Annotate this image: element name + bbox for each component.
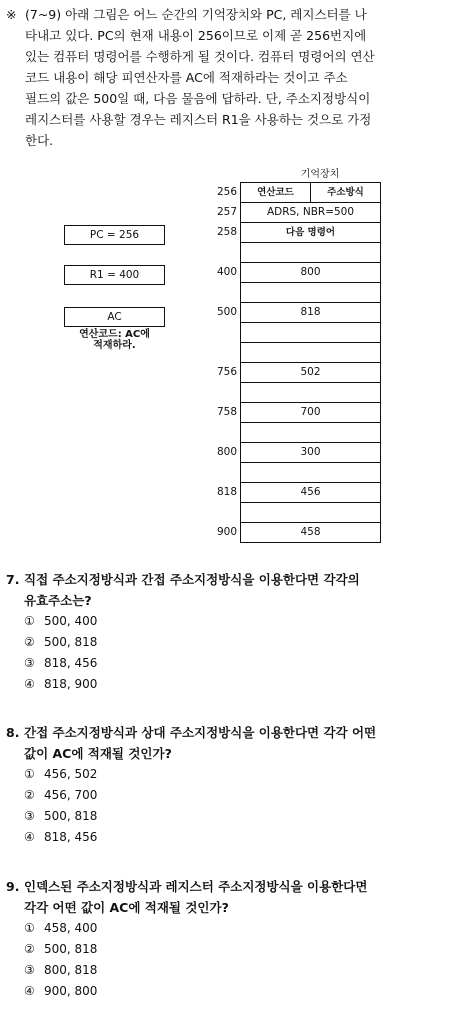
memory-address: 800 xyxy=(216,446,237,458)
memory-row-900 xyxy=(216,522,381,543)
intro-line: 레지스터를 사용할 경우는 레지스터 R1을 사용하는 것으로 가정 xyxy=(25,112,372,127)
memory-value: 456 xyxy=(300,486,321,498)
memory-address: 756 xyxy=(216,366,237,378)
intro-text xyxy=(25,4,442,151)
option-text: 500, 818 xyxy=(44,809,98,823)
option-mark: ① xyxy=(24,767,35,781)
intro-line: 타내고 있다. PC의 현재 내용이 256이므로 이제 곧 256번지에 xyxy=(25,28,367,43)
memory-row-blank xyxy=(240,242,381,262)
answer-option[interactable] xyxy=(6,785,442,806)
intro-paragraph xyxy=(6,4,442,151)
ac-note-line: 적재하라. xyxy=(93,340,136,351)
intro-line: 한다. xyxy=(25,133,54,148)
memory-row-blank xyxy=(240,422,381,442)
memory-row-818 xyxy=(216,482,381,502)
memory-value: 818 xyxy=(300,306,321,318)
intro-line: 코드 내용이 해당 피연산자를 AC에 적재하라는 것이고 주소 xyxy=(25,70,348,85)
question-stem xyxy=(6,876,442,918)
option-mark: ③ xyxy=(24,656,35,670)
option-mark: ③ xyxy=(24,963,35,977)
memory-address: 258 xyxy=(216,226,237,238)
ac-note xyxy=(64,329,165,351)
memory-row-500 xyxy=(216,302,381,322)
answer-option[interactable] xyxy=(6,653,442,674)
ac-note-line: 연산코드: AC에 xyxy=(79,329,150,340)
option-text: 500, 818 xyxy=(44,635,98,649)
memory-address: 256 xyxy=(216,186,237,198)
memory-row-256 xyxy=(216,182,381,202)
memory-row-blank xyxy=(240,462,381,482)
memory-row-257 xyxy=(216,202,381,222)
question-8 xyxy=(6,722,442,848)
question-text: 직접 주소지정방식과 간접 주소지정방식을 이용한다면 각각의 xyxy=(24,572,360,587)
intro-line: (7~9) 아래 그림은 어느 순간의 기억장치와 PC, 레지스터를 나 xyxy=(25,7,367,22)
option-mark: ① xyxy=(24,921,35,935)
memory-value: 300 xyxy=(300,446,321,458)
memory-address: 758 xyxy=(216,406,237,418)
question-number: 7. xyxy=(6,572,20,587)
note-mark: ※ xyxy=(6,7,17,22)
answer-option[interactable] xyxy=(6,939,442,960)
memory-table xyxy=(216,182,381,543)
opcode-cell: 연산코드 xyxy=(241,183,311,202)
question-text-cont: 각각 어떤 값이 AC에 적재될 것인가? xyxy=(24,900,229,915)
memory-value: 700 xyxy=(300,406,321,418)
question-text: 간접 주소지정방식과 상대 주소지정방식을 이용한다면 각각 어떤 xyxy=(24,725,377,740)
answer-option[interactable] xyxy=(6,632,442,653)
memory-row-blank xyxy=(240,322,381,342)
option-mark: ③ xyxy=(24,809,35,823)
question-number: 9. xyxy=(6,879,20,894)
option-text: 818, 900 xyxy=(44,677,98,691)
memory-title: 기억장치 xyxy=(300,169,340,180)
answer-option[interactable] xyxy=(6,674,442,695)
question-number: 8. xyxy=(6,725,20,740)
memory-value: 800 xyxy=(300,266,321,278)
memory-address: 818 xyxy=(216,486,237,498)
option-mark: ② xyxy=(24,942,35,956)
ac-register: AC xyxy=(64,307,165,327)
memory-row-258 xyxy=(216,222,381,242)
option-text: 500, 818 xyxy=(44,942,98,956)
r1-register: R1 = 400 xyxy=(64,265,165,285)
memory-row-blank xyxy=(240,282,381,302)
option-text: 800, 818 xyxy=(44,963,98,977)
addressing-mode-cell: 주소방식 xyxy=(327,187,364,198)
answer-option[interactable] xyxy=(6,981,442,1002)
next-instruction-cell: 다음 명령어 xyxy=(285,227,336,238)
memory-address: 257 xyxy=(216,206,237,218)
answer-option[interactable] xyxy=(6,611,442,632)
memory-row-756 xyxy=(216,362,381,382)
memory-value: 502 xyxy=(300,366,321,378)
pc-register: PC = 256 xyxy=(64,225,165,245)
intro-line: 있는 컴퓨터 명령어를 수행하게 될 것이다. 컴퓨터 명령어의 연산 xyxy=(25,49,375,64)
memory-address: 500 xyxy=(216,306,237,318)
option-text: 456, 502 xyxy=(44,767,98,781)
address-field-cell: ADRS, NBR=500 xyxy=(266,206,355,218)
memory-row-800 xyxy=(216,442,381,462)
option-mark: ④ xyxy=(24,830,35,844)
option-text: 818, 456 xyxy=(44,656,98,670)
option-text: 500, 400 xyxy=(44,614,98,628)
question-stem xyxy=(6,722,442,764)
option-mark: ② xyxy=(24,635,35,649)
question-7 xyxy=(6,569,442,695)
answer-option[interactable] xyxy=(6,764,442,785)
answer-option[interactable] xyxy=(6,918,442,939)
answer-option[interactable] xyxy=(6,960,442,981)
question-text-cont: 유효주소는? xyxy=(24,593,92,608)
memory-row-blank xyxy=(240,382,381,402)
question-text: 인덱스된 주소지정방식과 레지스터 주소지정방식을 이용한다면 xyxy=(24,879,368,894)
option-mark: ④ xyxy=(24,984,35,998)
option-text: 456, 700 xyxy=(44,788,98,802)
option-text: 818, 456 xyxy=(44,830,98,844)
memory-address: 900 xyxy=(216,526,237,538)
memory-value: 458 xyxy=(300,526,321,538)
question-stem xyxy=(6,569,442,611)
memory-row-blank xyxy=(240,342,381,362)
option-mark: ② xyxy=(24,788,35,802)
question-text-cont: 값이 AC에 적재될 것인가? xyxy=(24,746,172,761)
memory-row-blank xyxy=(240,502,381,522)
question-9 xyxy=(6,876,442,1002)
memory-row-758 xyxy=(216,402,381,422)
option-text: 458, 400 xyxy=(44,921,98,935)
answer-option[interactable] xyxy=(6,806,442,827)
answer-option[interactable] xyxy=(6,827,442,848)
option-mark: ① xyxy=(24,614,35,628)
option-mark: ④ xyxy=(24,677,35,691)
memory-row-400 xyxy=(216,262,381,282)
memory-address: 400 xyxy=(216,266,237,278)
intro-line: 필드의 값은 500일 때, 다음 물음에 답하라. 단, 주소지정방식이 xyxy=(25,91,371,106)
option-text: 900, 800 xyxy=(44,984,98,998)
